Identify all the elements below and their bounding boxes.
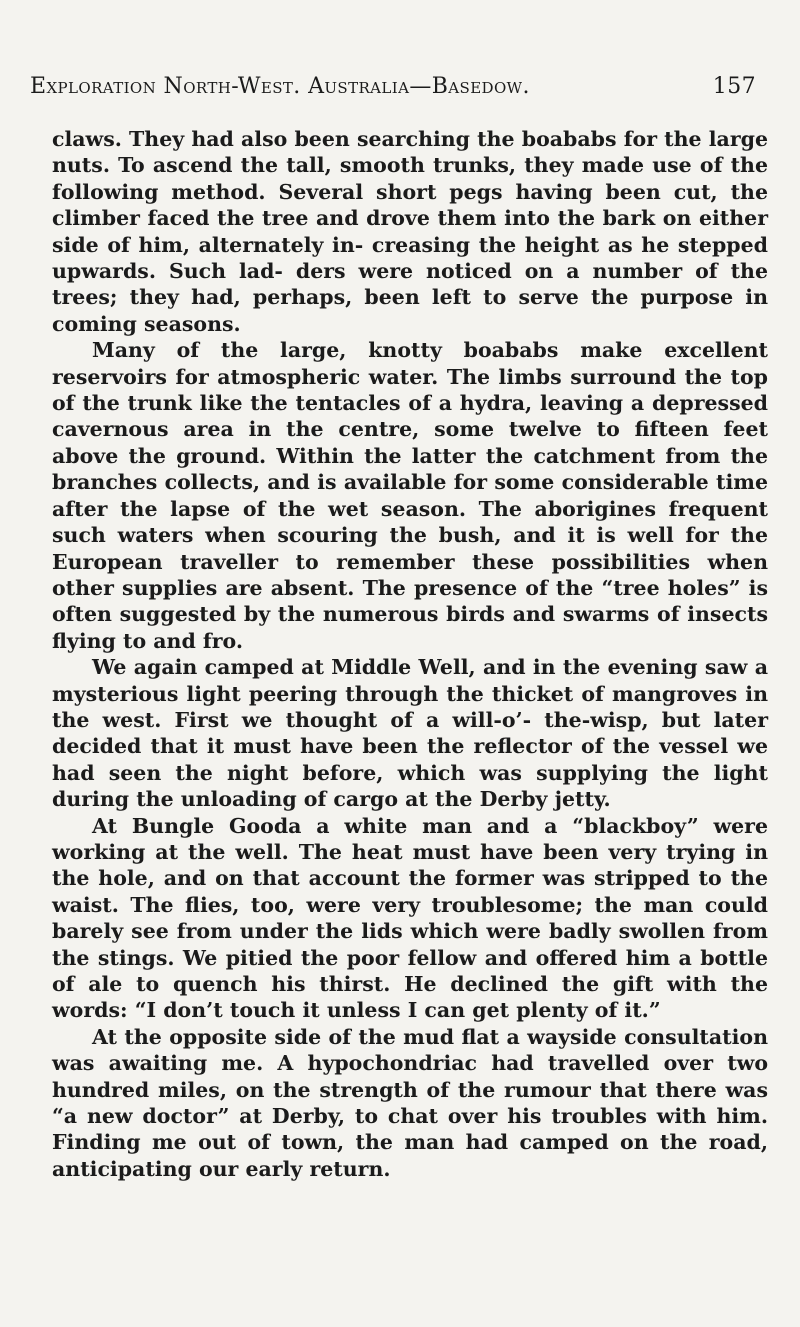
running-head (30, 74, 756, 108)
paragraph-2: Many of the large, knotty boababs make excellent reservoirs for atmospheric water. The limbs surround the top of the trunk like the tentacles of a hydra, leaving a depressed cavernous area in the centre, some twelve to fifteen feet above the ground. Within the latter the catchment from the branches collects, and is available for some considerable time after the lapse of the wet season. The aborigines frequent such waters when scouring the bush, and it is well for the European traveller to remember these possibilities when other supplies are absent. The presence of the “tree holes” is often suggested by the numerous birds and swarms of insects flying to and fro. (52, 338, 768, 653)
paragraph-5: At the opposite side of the mud flat a wayside consultation was awaiting me. A hypochondriac had travelled over two hundred miles, on the strength of the rumour that there was “a new doctor” at Derby, to chat over his troubles with him. Finding me out of town, the man had camped on the road, anticipating our early return. (52, 1024, 768, 1181)
paragraph-4: At Bungle Gooda a white man and a “blackboy” were working at the well. The heat must have been very trying in the hole, and on that account the former was stripped to the waist. The flies, too, were very troublesome; the man could barely see from under the lids which were badly swollen from the stings. We pitied the poor fellow and offered him a bottle of ale to quench his thirst. He declined the gift with the words: “I don’t touch it unless I can get plenty of it.” (52, 813, 768, 1023)
running-head-title: Exploration North-West. Australia—Basedow. (30, 74, 530, 99)
body-text (52, 126, 768, 1182)
page-number: 157 (712, 74, 756, 99)
paragraph-1: claws. They had also been searching the boababs for the large nuts. To ascend the tall, smooth trunks, they made use of the following method. Several short pegs having been cut, the climber faced the tree and drove them into the bark on either side of him, alternately in- creasing the height as he stepped upwards. Such lad- ders were noticed on a number of the trees; they had, perhaps, been left to serve the purpose in coming seasons. (52, 127, 768, 336)
paragraph-3: We again camped at Middle Well, and in the evening saw a mysterious light peering through the thicket of mangroves in the west. First we thought of a will-o’- the-wisp, but later decided that it must have been the reflector of the vessel we had seen the night before, which was supplying the light during the unloading of cargo at the Derby jetty. (52, 655, 768, 812)
